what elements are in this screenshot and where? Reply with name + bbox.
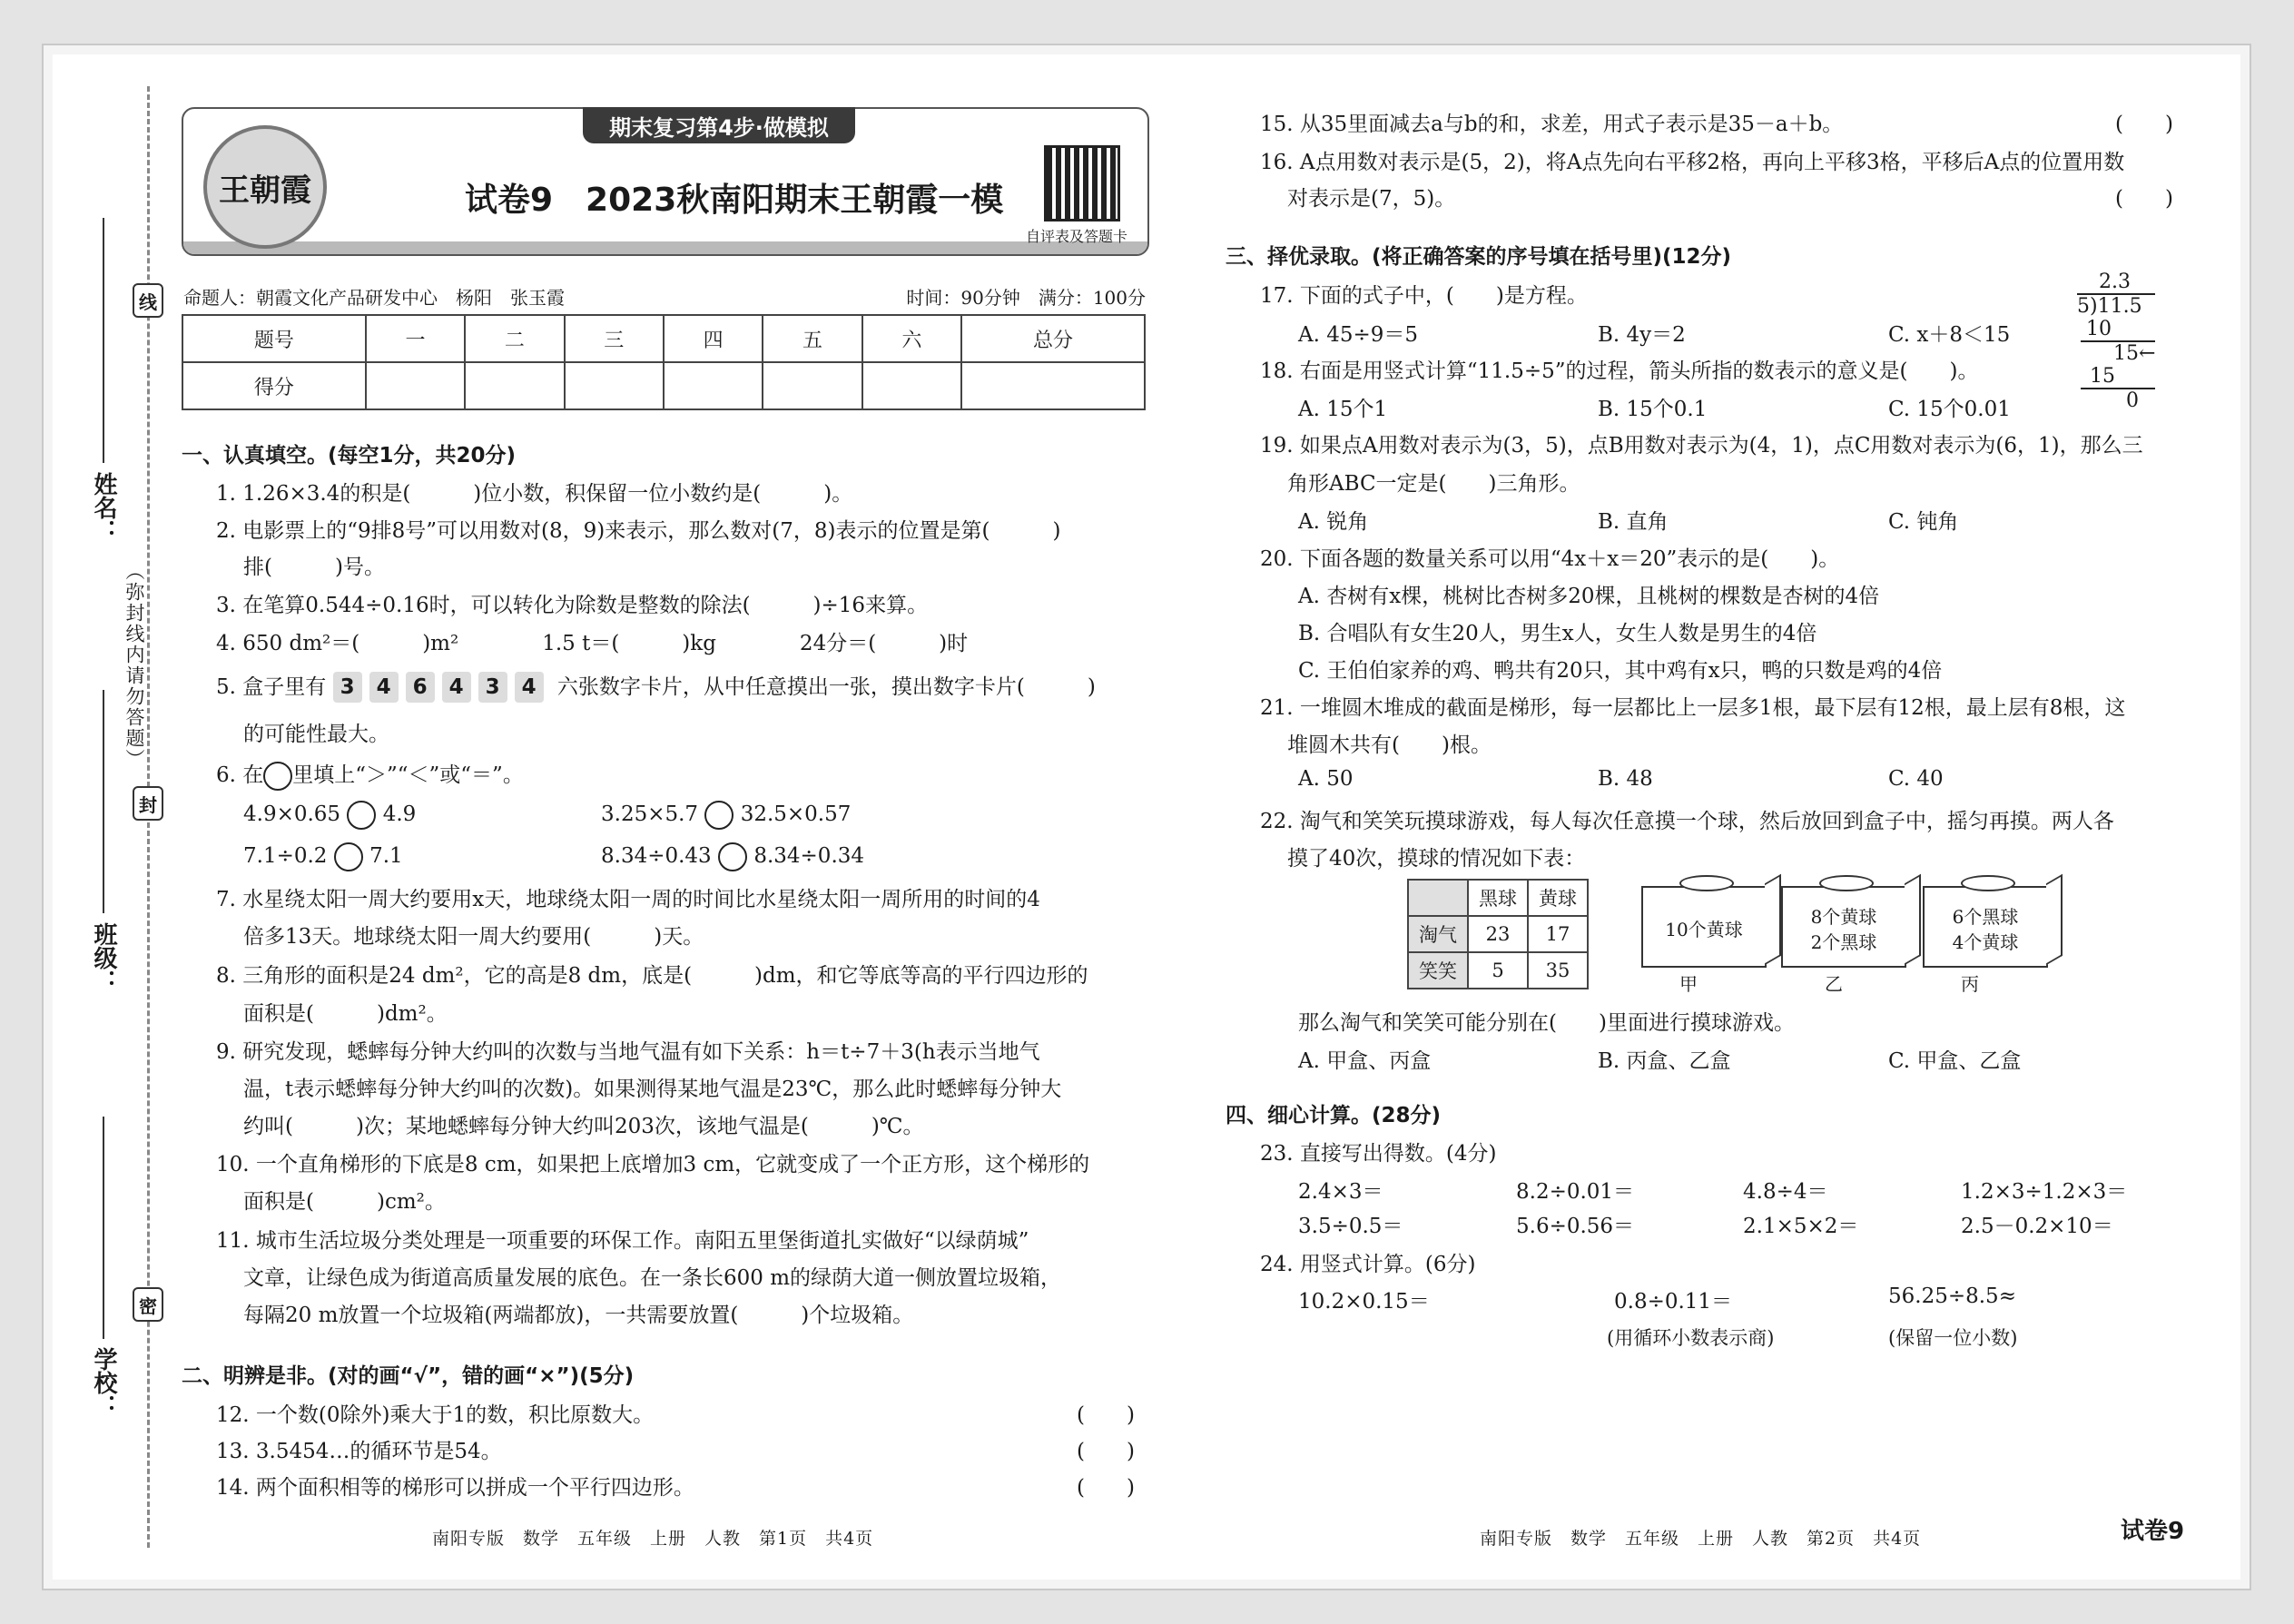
question-2: 2. 电影票上的“9排8号”可以用数对(8，9)来表示，那么数对(7，8)表示的位置是第( ): [216, 519, 1061, 543]
section-1-title: 一、认真填空。(每空1分，共20分): [182, 444, 517, 468]
answer-circle[interactable]: [704, 801, 733, 830]
school-field[interactable]: [103, 1117, 104, 1339]
seal-note: （弥封线内请勿答题）: [123, 561, 145, 770]
compare-item: [243, 842, 403, 871]
calc-item: 2.4×3＝: [1298, 1180, 1383, 1204]
question-11-cont: 每隔20 m放置一个垃圾箱(两端都放)，一共需要放置( )个垃圾箱。: [243, 1304, 914, 1327]
division-remainder: 0: [2081, 388, 2155, 412]
question-9: 9. 研究发现，蟋蟀每分钟大约叫的次数与当地气温有如下关系：h＝t÷7＋3(h表示当地气: [216, 1040, 1040, 1064]
calc-item: 5.6÷0.56＝: [1516, 1215, 1635, 1238]
box-side: [1765, 874, 1781, 965]
number-card: 3: [333, 672, 362, 703]
q21-option-c[interactable]: C. 40: [1888, 767, 1944, 791]
question-11-cont: 文章，让绿色成为街道高质量发展的底色。在一条长600 m的绿荫大道一侧放置垃圾箱，: [243, 1266, 1062, 1290]
brand-logo: [203, 125, 327, 249]
ball-table-header-cell: 黄球: [1528, 880, 1588, 916]
seal-mark-secret: 密: [133, 1287, 163, 1322]
compare-circle-icon: [263, 762, 292, 791]
header-stripe: [183, 241, 1147, 254]
q20-option-c[interactable]: C. 王伯伯家养的鸡、鸭共有20只，其中鸡有x只，鸭的只数是鸡的4倍: [1298, 659, 1943, 683]
question-8: 8. 三角形的面积是24 dm²，它的高是8 dm，底是( )dm，和它等底等高的平行四边形的: [216, 964, 1088, 988]
question-11: 11. 城市生活垃圾分类处理是一项重要的环保工作。南阳五里堡街道扎实做好“以绿荫城”: [216, 1229, 1029, 1253]
seal-mark-seal: 封: [133, 786, 163, 821]
box-name: 乙: [1825, 973, 1843, 995]
page-footer-right: 南阳专版 数学 五年级 上册 人教 第2页 共4页: [1480, 1529, 1922, 1549]
compare-right: 8.34÷0.34: [753, 844, 865, 868]
exam-meta: [183, 283, 1146, 310]
q18-option-b[interactable]: B. 15个0.1: [1598, 398, 1708, 421]
question-23: 23. 直接写出得数。(4分): [1260, 1142, 1497, 1166]
score-header-cell: 总分: [961, 315, 1145, 362]
score-cell[interactable]: [763, 362, 861, 409]
question-4: 4. 650 dm²＝( )m² 1.5 t＝( )kg 24分＝( )时: [216, 632, 969, 655]
compare-left: 7.1÷0.2: [243, 844, 328, 868]
q21-option-b[interactable]: B. 48: [1598, 767, 1653, 791]
exam-title: 试卷9 2023秋南阳期末王朝霞一模: [465, 182, 1004, 219]
exam-header: [182, 107, 1149, 256]
ball-table-header-cell: 黑球: [1468, 880, 1528, 916]
q18-option-a[interactable]: A. 15个1: [1298, 398, 1388, 421]
q18-option-c[interactable]: C. 15个0.01: [1888, 398, 2011, 421]
box-content: 2个黑球: [1810, 931, 1877, 953]
calc-item: 2.5－0.2×10＝: [1961, 1215, 2113, 1238]
question-21-cont: 堆圆木共有( )根。: [1287, 733, 1492, 757]
question-17: 17. 下面的式子中，( )是方程。: [1260, 284, 1588, 308]
calc-item: 2.1×5×2＝: [1743, 1215, 1859, 1238]
question-19-cont: 角形ABC一定是( )三角形。: [1287, 472, 1580, 496]
calc-item: 8.2÷0.01＝: [1516, 1180, 1635, 1204]
question-20: 20. 下面各题的数量关系可以用“4x＋x＝20”表示的是( )。: [1260, 547, 1840, 571]
step-badge: 期末复习第4步·做模拟: [583, 107, 855, 143]
qr-caption: 自评表及答题卡: [1026, 228, 1128, 245]
ball-table-header: [1408, 880, 1588, 916]
seal-mark-line: 线: [133, 283, 163, 318]
question-1: 1. 1.26×3.4的积是( )位小数，积保留一位小数约是( )。: [216, 482, 853, 506]
score-cell[interactable]: [465, 362, 564, 409]
box-content: 10个黄球: [1665, 919, 1743, 940]
name-label: 姓名：: [90, 472, 117, 543]
question-7-cont: 倍多13天。地球绕太阳一周大约要用( )天。: [243, 925, 704, 949]
question-5-cont: 的可能性最大。: [243, 723, 389, 746]
division-step-arrow: 15←: [2081, 340, 2155, 365]
compare-item: [243, 801, 416, 830]
question-12: 12. 一个数(0除外)乘大于1的数，积比原数大。: [216, 1403, 655, 1427]
question-15: 15. 从35里面减去a与b的和，求差，用式子表示是35－a＋b。: [1260, 113, 1844, 136]
question-10: 10. 一个直角梯形的下底是8 cm，如果把上底增加3 cm，它就变成了一个正方形，这个梯形的: [216, 1153, 1090, 1176]
time-score: 时间：90分钟 满分：100分: [906, 287, 1146, 309]
question-13: 13. 3.5454…的循环节是54。: [216, 1440, 502, 1463]
score-header-row: [182, 315, 1145, 362]
vertical-calc-item: 10.2×0.15＝: [1298, 1290, 1430, 1314]
question-8-cont: 面积是( )dm²。: [243, 1002, 448, 1026]
box-side: [2046, 874, 2063, 965]
question-22-cont: 摸了40次，摸球的情况如下表：: [1287, 847, 1586, 871]
ball-table-cell: 5: [1468, 952, 1528, 989]
question-21: 21. 一堆圆木堆成的截面是梯形，每一层都比上一层多1根，最下层有12根，最上层有8根，这: [1260, 696, 2126, 720]
question-22-ask: 那么淘气和笑笑可能分别在( )里面进行摸球游戏。: [1298, 1011, 1795, 1035]
ball-box-jia: [1641, 886, 1767, 968]
class-field[interactable]: [103, 690, 104, 913]
box-name: 甲: [1679, 973, 1698, 995]
question-3: 3. 在笔算0.544÷0.16时，可以转化为除数是整数的除法( )÷16来算。: [216, 594, 929, 617]
q22-option-c[interactable]: C. 甲盒、乙盒: [1888, 1049, 2022, 1073]
section-2-title: 二、明辨是非。(对的画“√”，错的画“×”)(5分): [182, 1364, 635, 1388]
q19-option-a[interactable]: A. 锐角: [1298, 510, 1369, 534]
ball-table-cell: 35: [1528, 952, 1588, 989]
number-card: 4: [369, 672, 399, 703]
paper-number: 试卷9: [2121, 1518, 2185, 1545]
ball-table-corner: [1408, 880, 1468, 916]
box-opening: [1679, 875, 1734, 891]
score-cell[interactable]: [565, 362, 664, 409]
name-field[interactable]: [103, 218, 104, 463]
box-side: [1905, 874, 1921, 965]
qr-code-icon: [1044, 145, 1120, 221]
q20-option-b[interactable]: B. 合唱队有女生20人，男生x人，女生人数是男生的4倍: [1298, 622, 1817, 645]
ball-table-cell: 23: [1468, 916, 1528, 952]
number-card: 3: [478, 672, 507, 703]
q6-suffix: 里填上“＞”“＜”或“＝”。: [292, 763, 524, 787]
q20-option-a[interactable]: A. 杏树有x棵，桃树比杏树多20棵，且桃树的棵数是杏树的4倍: [1298, 585, 1880, 608]
school-label: 学校：: [90, 1347, 117, 1418]
q22-option-b[interactable]: B. 丙盒、乙盒: [1598, 1049, 1731, 1073]
box-content: 4个黄球: [1952, 931, 2019, 953]
answer-circle[interactable]: [334, 842, 363, 871]
question-24: 24. 用竖式计算。(6分): [1260, 1253, 1476, 1276]
q19-option-c[interactable]: C. 钝角: [1888, 510, 1959, 534]
answer-paren[interactable]: ( ): [2115, 113, 2173, 136]
score-header-cell: 六: [862, 315, 961, 362]
answer-circle[interactable]: [718, 842, 747, 871]
question-16: 16. A点用数对表示是(5，2)，将A点先向右平移2格，再向上平移3格，平移后A点的位置用数: [1260, 151, 2125, 174]
compare-left: 4.9×0.65: [243, 802, 341, 826]
score-cell[interactable]: [961, 362, 1145, 409]
compare-left: 8.34÷0.43: [601, 844, 712, 868]
compare-left: 3.25×5.7: [601, 802, 699, 826]
score-header-cell: 题号: [182, 315, 366, 362]
division-step: 10: [2086, 318, 2112, 340]
q17-option-b[interactable]: B. 4y＝2: [1598, 323, 1686, 347]
division-quotient: 2.3: [2099, 271, 2131, 293]
q19-option-b[interactable]: B. 直角: [1598, 510, 1669, 534]
score-header-cell: 五: [763, 315, 861, 362]
box-opening: [1961, 875, 2015, 891]
score-table: [182, 314, 1146, 410]
ball-results-table: [1407, 879, 1589, 989]
box-content: 6个黑球: [1952, 906, 2019, 928]
question-5: [216, 670, 1096, 703]
number-card: 6: [406, 672, 435, 703]
page-footer-left: 南阳专版 数学 五年级 上册 人教 第1页 共4页: [432, 1529, 874, 1549]
answer-paren[interactable]: ( ): [1077, 1476, 1135, 1500]
compare-right: 7.1: [369, 844, 403, 868]
question-18: 18. 右面是用竖式计算“11.5÷5”的过程，箭头所指的数表示的意义是( )。: [1260, 359, 1979, 383]
calc-note: (保留一位小数): [1888, 1327, 2018, 1349]
section-3-title: 三、择优录取。(将正确答案的序号填在括号里)(12分): [1226, 245, 1732, 269]
ball-table-name: 笑笑: [1408, 952, 1468, 989]
question-19: 19. 如果点A用数对表示为(3，5)，点B用数对表示为(4，1)，点C用数对表示为(6，1)，那么三: [1260, 434, 2143, 458]
q5-suffix: 六张数字卡片，从中任意摸出一张，摸出数字卡片( ): [556, 675, 1096, 699]
box-opening: [1819, 875, 1874, 891]
number-card: 4: [515, 672, 544, 703]
score-cell[interactable]: [664, 362, 763, 409]
question-6: [216, 758, 524, 791]
table-row: [1408, 952, 1588, 989]
q5-prefix: 5. 盒子里有: [216, 675, 327, 699]
question-9-cont: 约叫( )次；某地蟋蟀每分钟大约叫203次，该地气温是( )℃。: [243, 1115, 924, 1138]
compare-right: 32.5×0.57: [740, 802, 852, 826]
class-label: 班级：: [90, 922, 117, 993]
q17-option-a[interactable]: A. 45÷9＝5: [1298, 323, 1419, 347]
compare-item: [601, 842, 864, 871]
q6-prefix: 6. 在: [216, 763, 264, 787]
answer-circle[interactable]: [347, 801, 376, 830]
score-header-cell: 四: [664, 315, 763, 362]
calc-item: 1.2×3÷1.2×3＝: [1961, 1180, 2128, 1204]
box-content: 8个黄球: [1810, 906, 1877, 928]
calc-note: (用循环小数表示商): [1607, 1327, 1775, 1349]
calc-item: 3.5÷0.5＝: [1298, 1215, 1403, 1238]
score-header-cell: 二: [465, 315, 564, 362]
question-7: 7. 水星绕太阳一周大约要用x天，地球绕太阳一周的时间比水星绕太阳一周所用的时间的4: [216, 888, 1040, 911]
calc-item: 4.8÷4＝: [1743, 1180, 1828, 1204]
score-row-label: 得分: [182, 362, 366, 409]
score-cell[interactable]: [366, 362, 465, 409]
question-2-cont: 排( )号。: [243, 556, 385, 579]
vertical-calc-item: 56.25÷8.5≈: [1888, 1284, 2016, 1308]
compare-right: 4.9: [382, 802, 417, 826]
ball-table-cell: 17: [1528, 916, 1588, 952]
score-row: [182, 362, 1145, 409]
question-14: 14. 两个面积相等的梯形可以拼成一个平行四边形。: [216, 1476, 694, 1500]
box-name: 丙: [1961, 973, 1979, 995]
answer-paren[interactable]: ( ): [2115, 187, 2173, 211]
question-16-cont: 对表示是(7，5)。: [1287, 187, 1456, 211]
authors: 命题人：朝霞文化产品研发中心 杨阳 张玉霞: [183, 287, 565, 309]
q21-option-a[interactable]: A. 50: [1298, 767, 1354, 791]
table-row: [1408, 916, 1588, 952]
number-card: 4: [442, 672, 471, 703]
long-division: [2053, 271, 2155, 412]
logo-text: 王朝霞: [219, 172, 311, 209]
section-4-title: 四、细心计算。(28分): [1226, 1104, 1442, 1127]
answer-paren[interactable]: ( ): [1077, 1440, 1135, 1463]
question-10-cont: 面积是( )cm²。: [243, 1190, 446, 1214]
division-dividend: 5)11.5: [2077, 293, 2155, 318]
ball-box-yi: [1781, 886, 1906, 968]
score-header-cell: 三: [565, 315, 664, 362]
q22-option-a[interactable]: A. 甲盒、丙盒: [1298, 1049, 1432, 1073]
compare-item: [601, 801, 851, 830]
answer-paren[interactable]: ( ): [1077, 1403, 1135, 1427]
score-header-cell: 一: [366, 315, 465, 362]
score-cell[interactable]: [862, 362, 961, 409]
question-9-cont: 温，t表示蟋蟀每分钟大约叫的次数)。如果测得某地气温是23℃，那么此时蟋蟀每分钟大: [243, 1078, 1062, 1101]
q17-option-c[interactable]: C. x＋8＜15: [1888, 323, 2011, 347]
ball-table-name: 淘气: [1408, 916, 1468, 952]
division-step: 15: [2090, 365, 2115, 388]
question-22: 22. 淘气和笑笑玩摸球游戏，每人每次任意摸一个球，然后放回到盒子中，摇匀再摸。两人各: [1260, 810, 2114, 833]
ball-box-bing: [1923, 886, 2048, 968]
vertical-calc-item: 0.8÷0.11＝: [1614, 1290, 1733, 1314]
